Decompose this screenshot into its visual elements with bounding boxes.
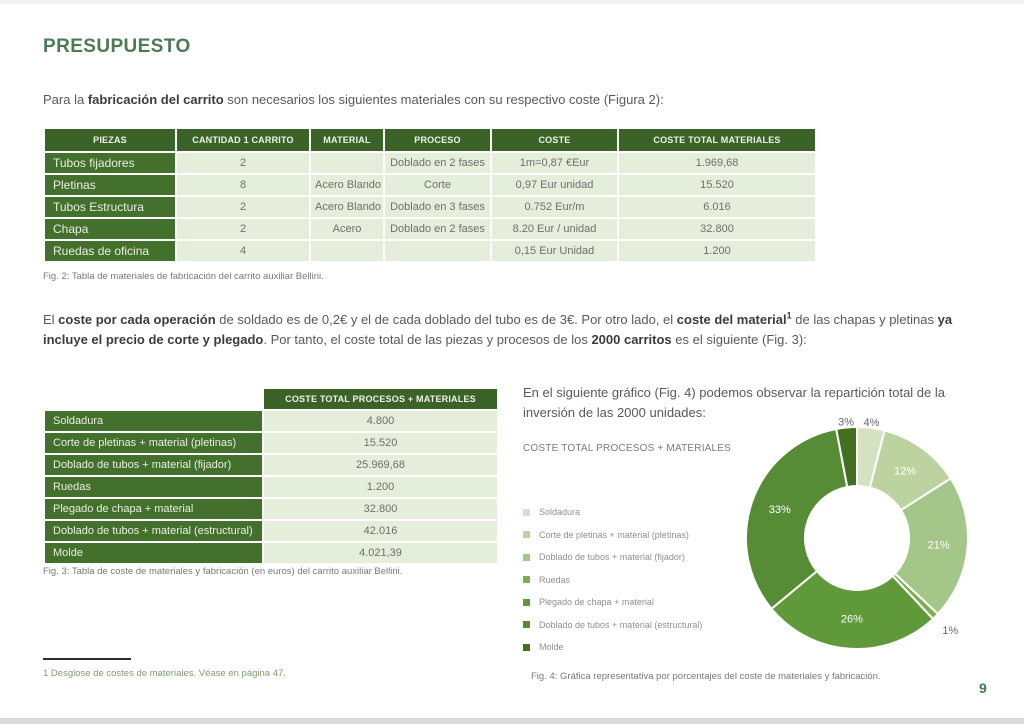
value-cell: 2	[176, 152, 310, 174]
value-cell	[384, 240, 491, 262]
value-cell: 2	[176, 218, 310, 240]
value-cell: 0,97 Eur unidad	[491, 174, 618, 196]
legend-item	[523, 642, 702, 652]
footnote-text: 1 Desglose de costes de materiales. Véase en página 47.	[43, 668, 286, 679]
legend-swatch	[523, 621, 530, 628]
blank-header-cell	[44, 388, 263, 410]
table-row	[44, 410, 498, 432]
costs-text: . Por tanto, el coste total de las piezas y procesos de los	[263, 331, 592, 347]
costs-text: es el siguiente (Fig. 3):	[671, 331, 807, 347]
value-cell: 4.800	[263, 410, 498, 432]
value-cell: Corte	[384, 174, 491, 196]
figure3-caption: Fig. 3: Tabla de coste de materiales y fabricación (en euros) del carrito auxiliar Bellini.	[43, 566, 403, 577]
donut-chart	[717, 398, 997, 678]
figure4-caption: Fig. 4: Gráfica representativa por porcentajes del coste de materiales y fabricación.	[531, 671, 881, 682]
legend-item	[523, 620, 702, 630]
legend-swatch	[523, 554, 530, 561]
pie-slice-label: 3%	[838, 416, 855, 429]
value-cell: Doblado en 3 fases	[384, 196, 491, 218]
table-row	[44, 152, 816, 174]
column-header: COSTE TOTAL MATERIALES	[618, 128, 816, 152]
footnote-reference: 1	[786, 310, 792, 321]
value-cell: Acero	[310, 218, 384, 240]
table-row	[44, 520, 498, 542]
value-cell: 32.800	[263, 498, 498, 520]
legend-swatch	[523, 509, 530, 516]
table-row	[44, 476, 498, 498]
table-row	[44, 174, 816, 196]
column-header: COSTE TOTAL PROCESOS + MATERIALES	[263, 388, 498, 410]
value-cell: 1.200	[618, 240, 816, 262]
column-header: PROCESO	[384, 128, 491, 152]
row-label-cell: Tubos fijadores	[44, 152, 176, 174]
legend-swatch	[523, 599, 530, 606]
table-row	[44, 240, 816, 262]
value-cell: 1m=0,87 €Eur	[491, 152, 618, 174]
row-label-cell: Tubos Estructura	[44, 196, 176, 218]
value-cell: 1.200	[263, 476, 498, 498]
legend-swatch	[523, 644, 530, 651]
row-label-cell: Doblado de tubos + material (estructural)	[44, 520, 263, 542]
value-cell: 4.021,39	[263, 542, 498, 564]
value-cell: 0,15 Eur Unidad	[491, 240, 618, 262]
value-cell: 2	[176, 196, 310, 218]
legend-item	[523, 507, 702, 517]
legend-item	[523, 552, 702, 562]
pie-slice-label: 33%	[768, 504, 791, 517]
pie-slice	[746, 429, 847, 609]
row-label-cell: Molde	[44, 542, 263, 564]
pie-slice-label: 26%	[840, 613, 863, 626]
row-label-cell: Doblado de tubos + material (fijador)	[44, 454, 263, 476]
row-label-cell: Chapa	[44, 218, 176, 240]
legend-label: Plegado de chapa + material	[539, 597, 654, 607]
pie-slice-label: 4%	[863, 416, 880, 429]
costs-text: El	[43, 312, 59, 327]
table-row	[44, 542, 498, 564]
value-cell: 8	[176, 174, 310, 196]
costs-bold: 2000 carritos	[591, 331, 672, 347]
figure2-caption: Fig. 2: Tabla de materiales de fabricación del carrito auxiliar Bellini.	[43, 271, 324, 282]
value-cell: 6.016	[618, 196, 816, 218]
page-number: 9	[979, 680, 987, 696]
pie-slice-label: 21%	[927, 539, 950, 552]
value-cell: Acero Blando	[310, 174, 384, 196]
legend-label: Soldadura	[539, 507, 581, 517]
legend-swatch	[523, 576, 530, 583]
column-header: CANTIDAD 1 CARRITO	[176, 128, 310, 152]
intro-text: Para la	[43, 92, 88, 107]
materials-table	[43, 127, 817, 263]
row-label-cell: Pletinas	[44, 174, 176, 196]
value-cell: 15.520	[618, 174, 816, 196]
table-row	[44, 196, 816, 218]
intro-bold: fabricación del carrito	[87, 92, 224, 107]
row-label-cell: Ruedas	[44, 476, 263, 498]
value-cell: 1.969,68	[618, 152, 816, 174]
page-bottom-edge	[0, 718, 1024, 724]
legend-label: Corte de pletinas + material (pletinas)	[539, 529, 689, 540]
page-title: PRESUPUESTO	[43, 36, 191, 57]
value-cell	[310, 152, 384, 174]
chart-title: COSTE TOTAL PROCESOS + MATERIALES	[523, 443, 732, 454]
legend-item	[523, 530, 702, 540]
legend-item	[523, 597, 702, 607]
legend-label: Doblado de tubos + material (estructural)	[539, 619, 703, 630]
value-cell: 4	[176, 240, 310, 262]
costs-bold: ya incluye el precio de corte y plegado	[43, 312, 953, 347]
value-cell: Doblado en 2 fases	[384, 218, 491, 240]
value-cell: 25.969,68	[263, 454, 498, 476]
table-row	[44, 218, 816, 240]
value-cell: 42.016	[263, 520, 498, 542]
column-header: MATERIAL	[310, 128, 384, 152]
total-costs-table	[43, 387, 499, 565]
row-label-cell: Corte de pletinas + material (pletinas)	[44, 432, 263, 454]
legend-item	[523, 575, 702, 585]
costs-bold: coste por cada operación	[58, 312, 216, 327]
value-cell: Acero Blando	[310, 196, 384, 218]
page-top-edge	[0, 0, 1024, 4]
intro-paragraph	[43, 90, 953, 110]
pie-slice-label: 12%	[894, 465, 917, 478]
column-header: PIEZAS	[44, 128, 176, 152]
value-cell: 32.800	[618, 218, 816, 240]
value-cell: 0.752 Eur/m	[491, 196, 618, 218]
costs-text: de soldado es de 0,2€ y el de cada doblado del tubo es de 3€. Por otro lado, el	[215, 312, 677, 327]
table-header-row	[44, 388, 498, 410]
chart-intro-paragraph: En el siguiente gráfico (Fig. 4) podemos observar la repartición total de la inversión de las 2000 unidades:	[523, 385, 945, 420]
intro-text: son necesarios los siguientes materiales con su respectivo coste (Figura 2):	[223, 92, 664, 107]
row-label-cell: Plegado de chapa + material	[44, 498, 263, 520]
legend-label: Ruedas	[539, 574, 571, 585]
table-row	[44, 454, 498, 476]
table-row	[44, 498, 498, 520]
legend-swatch	[523, 531, 530, 538]
table-row	[44, 432, 498, 454]
value-cell: 8.20 Eur / unidad	[491, 218, 618, 240]
value-cell: Doblado en 2 fases	[384, 152, 491, 174]
column-header: COSTE	[491, 128, 618, 152]
value-cell	[310, 240, 384, 262]
costs-bold	[677, 312, 792, 327]
chart-legend	[523, 507, 702, 652]
row-label-cell: Ruedas de oficina	[44, 240, 176, 262]
pie-slice-label: 1%	[942, 625, 959, 638]
costs-paragraph	[43, 310, 981, 349]
costs-text: de las chapas y pletinas	[791, 312, 938, 327]
row-label-cell: Soldadura	[44, 410, 263, 432]
legend-label: Doblado de tubos + material (fijador)	[539, 552, 685, 562]
costs-bold-text: coste del material	[676, 312, 787, 327]
table-header-row	[44, 128, 816, 152]
value-cell: 15.520	[263, 432, 498, 454]
legend-label: Molde	[539, 642, 564, 652]
footnote-rule	[43, 658, 131, 660]
